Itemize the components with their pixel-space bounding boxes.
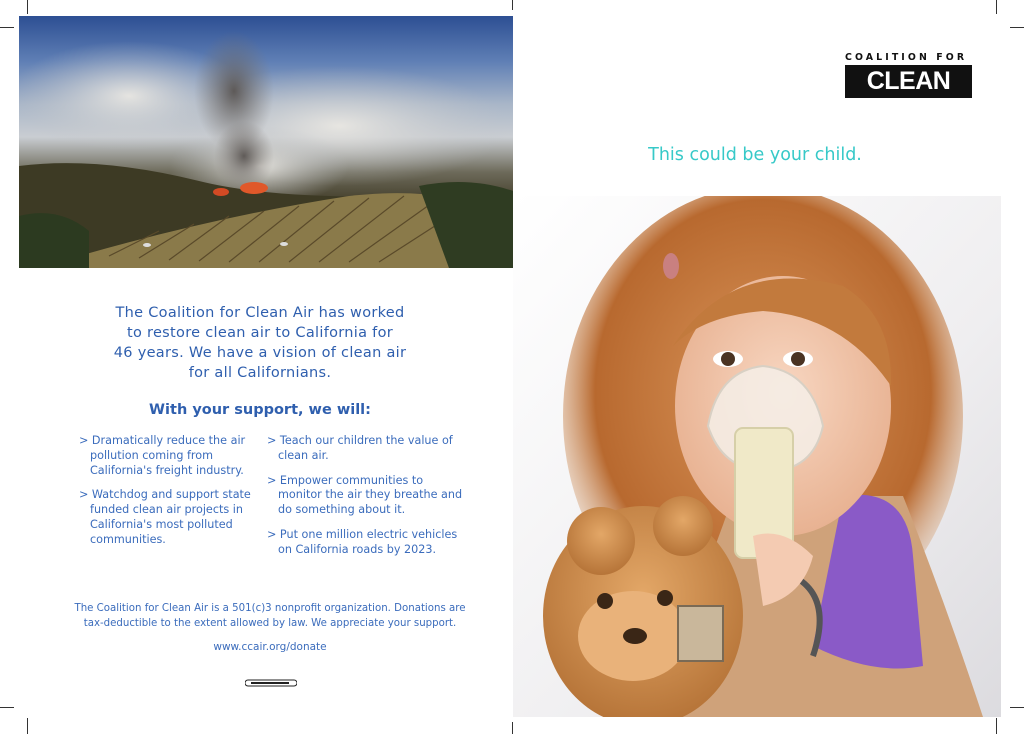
union-bug-icon (245, 678, 297, 688)
goals-list-left (79, 434, 264, 558)
legal-line: tax-deductible to the extent allowed by law. We appreciate your support. (83, 618, 457, 629)
intro-line: The Coalition for Clean Air has worked (115, 305, 405, 321)
logo-main-text: CLEAN AIR (845, 65, 972, 98)
goals-list-right (267, 434, 467, 568)
support-heading: With your support, we will: (149, 402, 371, 418)
child-with-mask-illustration (513, 196, 1001, 717)
legal-line: The Coalition for Clean Air is a 501(c)3 nonprofit organization. Donations are (74, 603, 466, 614)
logo-top-text: COALITION FOR (845, 52, 968, 63)
intro-line: 46 years. We have a vision of clean air (113, 345, 407, 361)
goal-item: > Dramatically reduce the air pollution coming from California's freight industry. (79, 434, 246, 477)
coalition-logo (845, 52, 972, 127)
intro-paragraph (80, 303, 440, 383)
wildfire-photo (19, 16, 513, 268)
donate-url[interactable]: www.ccair.org/donate (213, 641, 327, 653)
goal-item: > Teach our children the value of clean air. (267, 434, 453, 462)
goal-item: > Put one million electric vehicles on California roads by 2023. (267, 527, 458, 556)
legal-notice (60, 601, 480, 631)
goal-item: > Watchdog and support state funded clean air projects in California's most polluted communities. (79, 488, 251, 546)
tagline: This could be your child. (648, 145, 862, 165)
child-photo (513, 196, 1001, 717)
intro-line: to restore clean air to California for (126, 325, 394, 341)
goal-item: > Empower communities to monitor the air they breathe and do something about it. (267, 473, 463, 517)
intro-line: for all Californians. (188, 365, 332, 381)
wildfire-illustration (19, 16, 513, 268)
